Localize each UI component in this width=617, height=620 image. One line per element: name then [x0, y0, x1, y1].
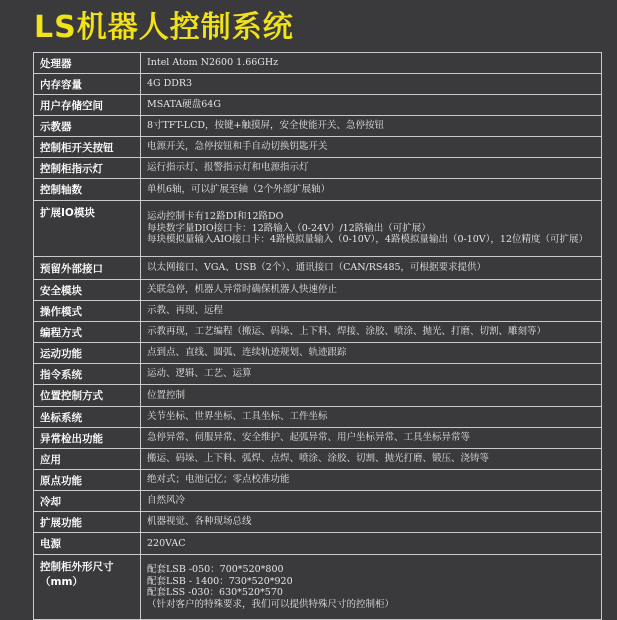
spec-key-text: 扩展IO模块 [40, 207, 95, 219]
spec-table-body [34, 53, 602, 620]
spec-row [34, 470, 602, 491]
spec-row [34, 158, 602, 179]
spec-value-line: 4G DDR3 [147, 78, 193, 90]
spec-key-text: 原点功能 [40, 474, 82, 487]
spec-value [141, 137, 602, 158]
spec-value [141, 179, 602, 201]
spec-value [141, 74, 602, 95]
spec-value [141, 428, 602, 449]
spec-key-text: 安全模块 [40, 284, 82, 297]
spec-row [34, 95, 602, 116]
spec-row [34, 385, 602, 407]
spec-value-line: 配套LSB -050：700*520*800 [147, 564, 284, 575]
spec-key-text: 冷却 [40, 495, 61, 508]
spec-row [34, 322, 602, 343]
spec-row [34, 364, 602, 385]
spec-key [34, 158, 141, 179]
spec-value [141, 322, 602, 343]
spec-value [141, 116, 602, 137]
spec-key [34, 533, 141, 555]
spec-value [141, 555, 602, 620]
spec-key [34, 407, 141, 428]
spec-key [34, 512, 141, 533]
spec-row [34, 512, 602, 533]
spec-value-line: 电源开关，急停按钮和手自动切换钥匙开关 [147, 141, 328, 153]
spec-key-text: 异常检出功能 [40, 432, 103, 445]
spec-row [34, 257, 602, 280]
spec-row [34, 116, 602, 137]
spec-key-text: 预留外部接口 [40, 262, 103, 275]
spec-key-text: 电源 [40, 538, 61, 550]
spec-value [141, 158, 602, 179]
spec-key-text: 操作模式 [40, 305, 82, 318]
spec-value [141, 343, 602, 364]
spec-row [34, 74, 602, 95]
page-title: LS机器人控制系统 [34, 10, 294, 45]
spec-key-text: 扩展功能 [40, 516, 82, 529]
spec-value-line: 自然风冷 [147, 495, 186, 507]
spec-key [34, 53, 141, 74]
spec-value [141, 470, 602, 491]
spec-key [34, 449, 141, 470]
spec-value-line: 配套LSB - 1400：730*520*920 [147, 575, 293, 587]
spec-value-line: 以太网接口、VGA、USB（2个）、通讯接口（CAN/RS485，可根据要求提供） [147, 262, 487, 274]
spec-key [34, 74, 141, 95]
spec-value [141, 201, 602, 257]
spec-value-line: 运动、逻辑、工艺、运算 [147, 368, 252, 380]
spec-value-line: 关联急停，机器人异常时确保机器人快速停止 [147, 284, 338, 296]
spec-table [33, 52, 602, 620]
spec-value-line: 220VAC [147, 537, 186, 549]
spec-row [34, 407, 602, 428]
spec-value [141, 512, 602, 533]
spec-key-text: 控制轴数 [40, 184, 82, 196]
spec-value [141, 407, 602, 428]
spec-row [34, 201, 602, 257]
spec-value-line: 配套LSS -030：630*520*570 [147, 587, 283, 598]
spec-row [34, 179, 602, 201]
spec-value-line: 搬运、码垛、上下料、弧焊、点焊、喷涂、涂胶、切割、抛光打磨、锻压、浇铸等 [147, 453, 490, 465]
spec-key [34, 385, 141, 407]
spec-value [141, 53, 602, 74]
spec-key-text: 编程方式 [40, 326, 82, 339]
spec-value-line: 每块数字量DIO接口卡：12路输入（0-24V）/12路输出（可扩展） [147, 222, 431, 234]
spec-value-line: Intel Atom N2600 1.66GHz [147, 57, 279, 69]
spec-row [34, 301, 602, 322]
spec-value-line: 机器视觉、各种现场总线 [147, 516, 252, 528]
spec-row [34, 428, 602, 449]
spec-value [141, 449, 602, 470]
spec-key [34, 95, 141, 116]
spec-key-text: 控制柜外形尺寸 [40, 561, 114, 573]
spec-key-text: 处理器 [40, 57, 72, 70]
spec-value [141, 280, 602, 301]
spec-value-line: 关节坐标、世界坐标、工具坐标、工件坐标 [147, 411, 328, 423]
spec-key [34, 201, 141, 257]
spec-key [34, 343, 141, 364]
spec-value-line: 位置控制 [147, 389, 186, 401]
spec-key-text: 指令系统 [40, 368, 82, 381]
spec-row [34, 533, 602, 555]
spec-key [34, 116, 141, 137]
spec-value-line: 急停异常、伺服异常、安全维护、起弧异常、用户坐标异常、工具坐标异常等 [147, 432, 471, 444]
spec-key [34, 491, 141, 512]
spec-value-line: 示教再现，工艺编程（搬运、码垛、上下料、焊接、涂胶、喷涂、抛光、打磨、切割、雕刻等） [147, 326, 547, 338]
spec-key [34, 428, 141, 449]
spec-value [141, 491, 602, 512]
spec-key [34, 322, 141, 343]
spec-value-line: 每块模拟量输入AIO接口卡：4路模拟量输入（0-10V），4路模拟量输出（0-10V），12位精度（可扩展） [147, 234, 588, 246]
spec-row [34, 449, 602, 470]
spec-value [141, 257, 602, 280]
spec-value [141, 533, 602, 555]
spec-value-line: 点到点、直线、圆弧、连续轨迹规划、轨迹跟踪 [147, 347, 347, 359]
spec-row [34, 280, 602, 301]
spec-key-text: 位置控制方式 [40, 390, 103, 402]
spec-key [34, 470, 141, 491]
spec-value [141, 364, 602, 385]
spec-key-text: 示教器 [40, 120, 72, 133]
spec-value-line: MSATA硬盘64G [147, 99, 221, 111]
spec-value [141, 95, 602, 116]
spec-row [34, 53, 602, 74]
spec-key-text: 控制柜开关按钮 [40, 141, 114, 154]
spec-key-text: 应用 [40, 453, 61, 466]
spec-value-line: 8寸TFT-LCD，按键+触摸屏，安全使能开关、急停按钮 [147, 120, 384, 132]
spec-key [34, 364, 141, 385]
spec-value-line: 示教、再现、远程 [147, 305, 224, 317]
spec-key [34, 301, 141, 322]
spec-value-line: （针对客户的特殊要求，我们可以提供特殊尺寸的控制柜） [147, 598, 395, 610]
spec-row [34, 555, 602, 620]
spec-key-text: 内存容量 [40, 78, 82, 91]
spec-key [34, 555, 141, 620]
spec-row [34, 343, 602, 364]
spec-key-text: 用户存储空间 [40, 99, 103, 112]
spec-value [141, 301, 602, 322]
spec-row [34, 137, 602, 158]
spec-key-text: 运动功能 [40, 347, 82, 360]
spec-key-text: 坐标系统 [40, 411, 82, 424]
spec-key [34, 257, 141, 280]
spec-key [34, 280, 141, 301]
spec-value-line: 运动控制卡有12路DI和12路DO [147, 211, 284, 223]
spec-value [141, 385, 602, 407]
spec-value-line: 单机6轴，可以扩展至轴（2个外部扩展轴） [147, 183, 331, 195]
spec-key-text: 控制柜指示灯 [40, 162, 103, 175]
spec-value-line: 绝对式；电池记忆；零点校准功能 [147, 474, 290, 486]
spec-key [34, 179, 141, 201]
spec-row [34, 491, 602, 512]
spec-value-line: 运行指示灯、报警指示灯和电源指示灯 [147, 162, 309, 174]
spec-key [34, 137, 141, 158]
spec-key-text: （mm） [40, 576, 83, 588]
